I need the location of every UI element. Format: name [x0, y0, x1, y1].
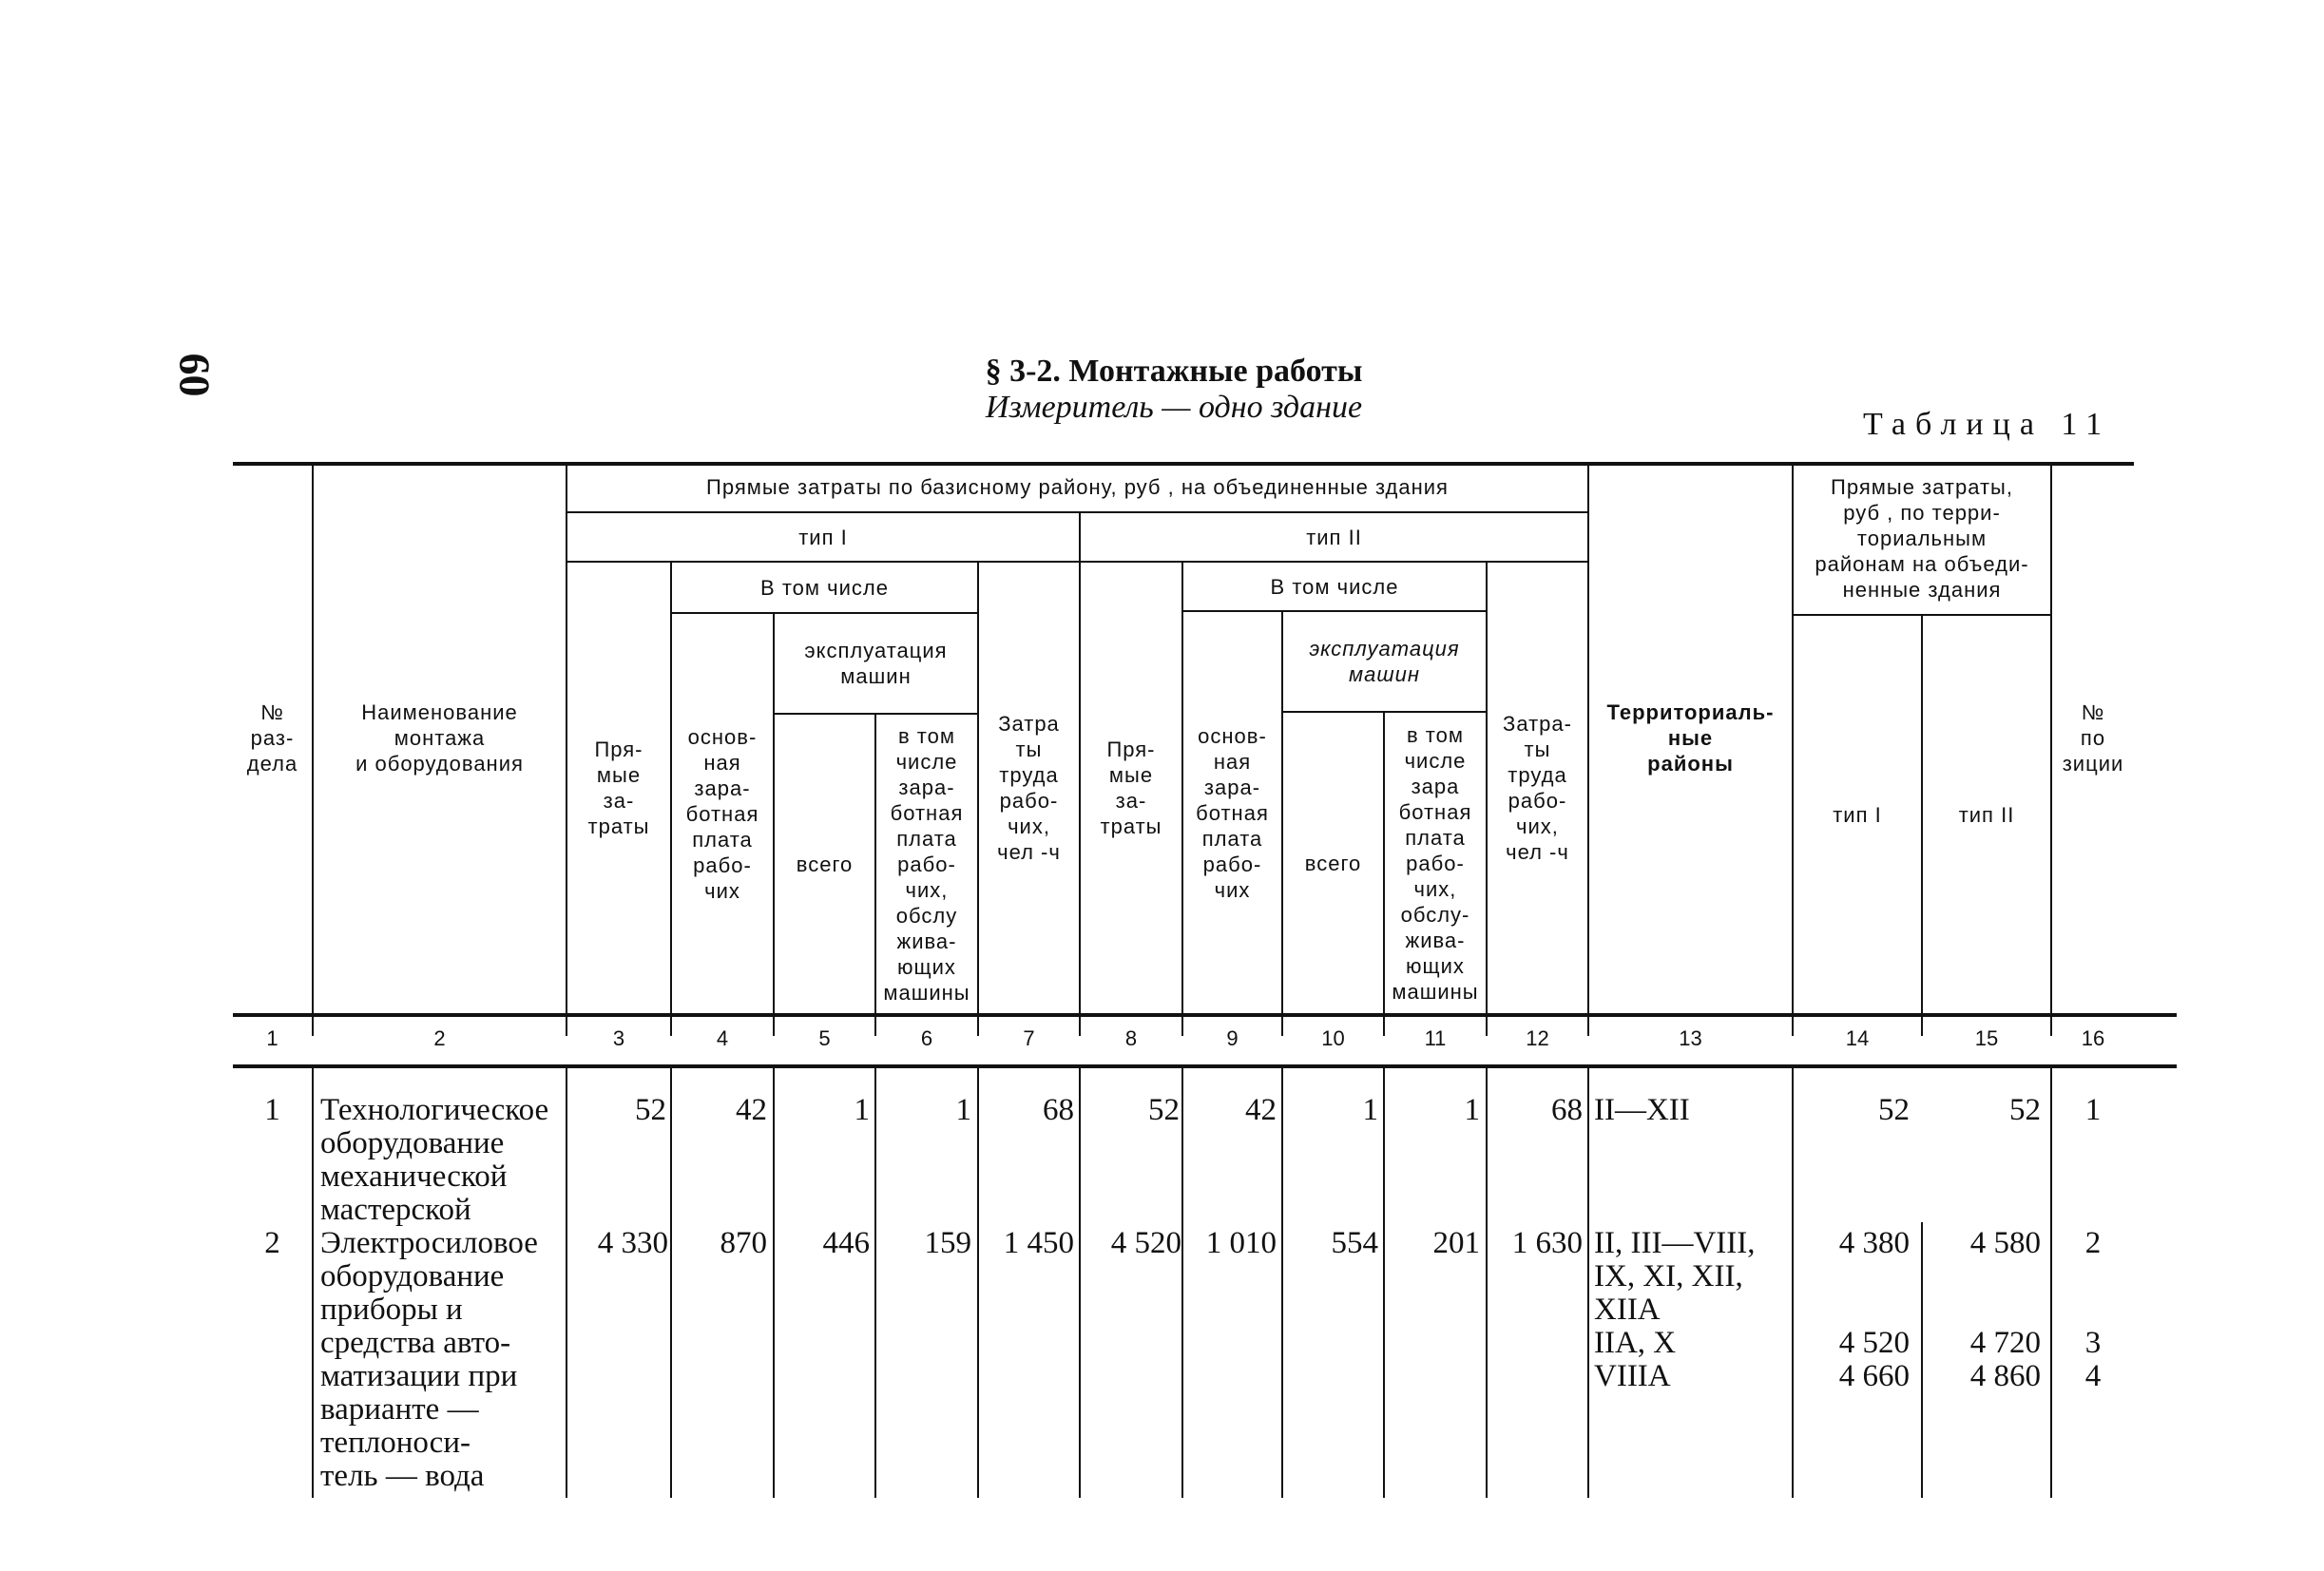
col-number: 9 [1226, 1026, 1239, 1050]
header-incl-wages-t2: в том числе зара ботная плата рабо- чих, обслу- жива- ющих машины [1392, 722, 1479, 1004]
header-total-t2: всего [1304, 851, 1362, 875]
col-number: 3 [612, 1026, 625, 1050]
col-number: 7 [1023, 1026, 1035, 1050]
header-incl-wages-t1: в том числе зара- ботная плата рабо- чих, обслу жива- ющих машины [883, 723, 970, 1005]
header-type1-regional: тип I [1833, 802, 1882, 827]
page-number: 60 [170, 353, 220, 397]
measure-subtitle: Измеритель — одно здание [985, 390, 1363, 425]
section-title: § 3-2. Монтажные работы [985, 354, 1363, 389]
header-type2: тип II [1306, 525, 1362, 549]
col-number: 12 [1526, 1026, 1549, 1050]
header-position-no: № по зиции [2062, 699, 2124, 776]
header-wages-t2: основ- ная зара- ботная плата рабо- чих [1196, 723, 1269, 902]
header-total-t1: всего [796, 852, 854, 876]
header-labor-t1: Затра ты труда рабо- чих, чел -ч [997, 712, 1061, 864]
header-direct-t1: Пря- мые за- траты [587, 738, 650, 838]
col-number: 14 [1845, 1026, 1870, 1050]
header-machines-t1: эксплуатация машин [804, 639, 948, 688]
col-number: 13 [1679, 1026, 1702, 1050]
col-number: 11 [1424, 1026, 1447, 1050]
col-number: 4 [716, 1026, 729, 1050]
header-wages-t1: основ- ная зара- ботная плата рабо- чих [685, 724, 759, 903]
col-number: 10 [1321, 1026, 1345, 1050]
header-type2-regional: тип II [1958, 802, 2015, 827]
col-number: 6 [920, 1026, 933, 1050]
header-incl-t2: В том числе [1270, 574, 1399, 599]
col-number: 15 [1974, 1026, 1999, 1050]
col-number: 16 [2081, 1026, 2105, 1050]
header-incl-t1: В том числе [760, 575, 889, 600]
col-number: 1 [266, 1026, 278, 1050]
header-type1: тип I [798, 525, 848, 549]
header-direct-costs-base: Прямые затраты по базисному району, руб , на объединенные здания [706, 474, 1449, 499]
col-number: 2 [433, 1026, 446, 1050]
header-direct-t2: Пря- мые за- траты [1100, 738, 1162, 838]
header-regions: Территориаль- ные районы [1606, 699, 1775, 776]
costs-table: № раз- дела Наименование монтажа и оборудования Прямые затраты по базисному району, руб , на объединенные здания тип I тип II Пря- мые за- траты В том числе основ- ная зара- ботная плата рабо- чих эксплуатация машин всего в том числе зара- ботная плата рабо- чих, обслу жива- ющих машины Затра ты труда рабо- чих, чел -ч Пря- мые за- траты В том числе основ- ная зара- ботная плата рабо- чих эксплуатация машин всего в том числе зара ботная плата рабо- чих, обслу- жива- ющих машины Затра- ты труда рабо- чих, чел -ч Территориаль- ные районы Прямые затраты, руб , по терри- ториальным районам на объеди- ненные здания тип I тип II № по зиции 1 2 3 4 5 6 7 8 9 10 11 12 13 14 15 16 1 Технологическое оборудование механической мастерской 52 42 1 1 68 52 42 1 1 68 II—XII 52 52 1 2 Электросиловое оборудование приборы и средства авто- матизации при варианте — теплоноси- тель — вода 4 330 870 446 159 1 450 4 520 1 010 554 201 1 630 II, III—VIII, IX, XI, XII, XIIA 4 380 4 580 2 IIA, X 4 520 4 720 3 VIIIA 4 660 4 860 4 [233, 462, 2134, 1498]
header-machines-t2: эксплуатация машин [1309, 637, 1460, 686]
col-number: 5 [818, 1026, 831, 1050]
header-direct-costs-regional: Прямые затраты, руб , по терри- ториальным районам на объеди- ненные здания [1815, 474, 2029, 602]
header-section-no: № раз- дела [246, 699, 298, 776]
header-labor-t2: Затра- ты труда рабо- чих, чел -ч [1503, 712, 1572, 864]
header-name: Наименование монтажа и оборудования [355, 699, 524, 776]
col-number: 8 [1124, 1026, 1138, 1050]
table-label: Таблица 11 [1863, 407, 2112, 442]
